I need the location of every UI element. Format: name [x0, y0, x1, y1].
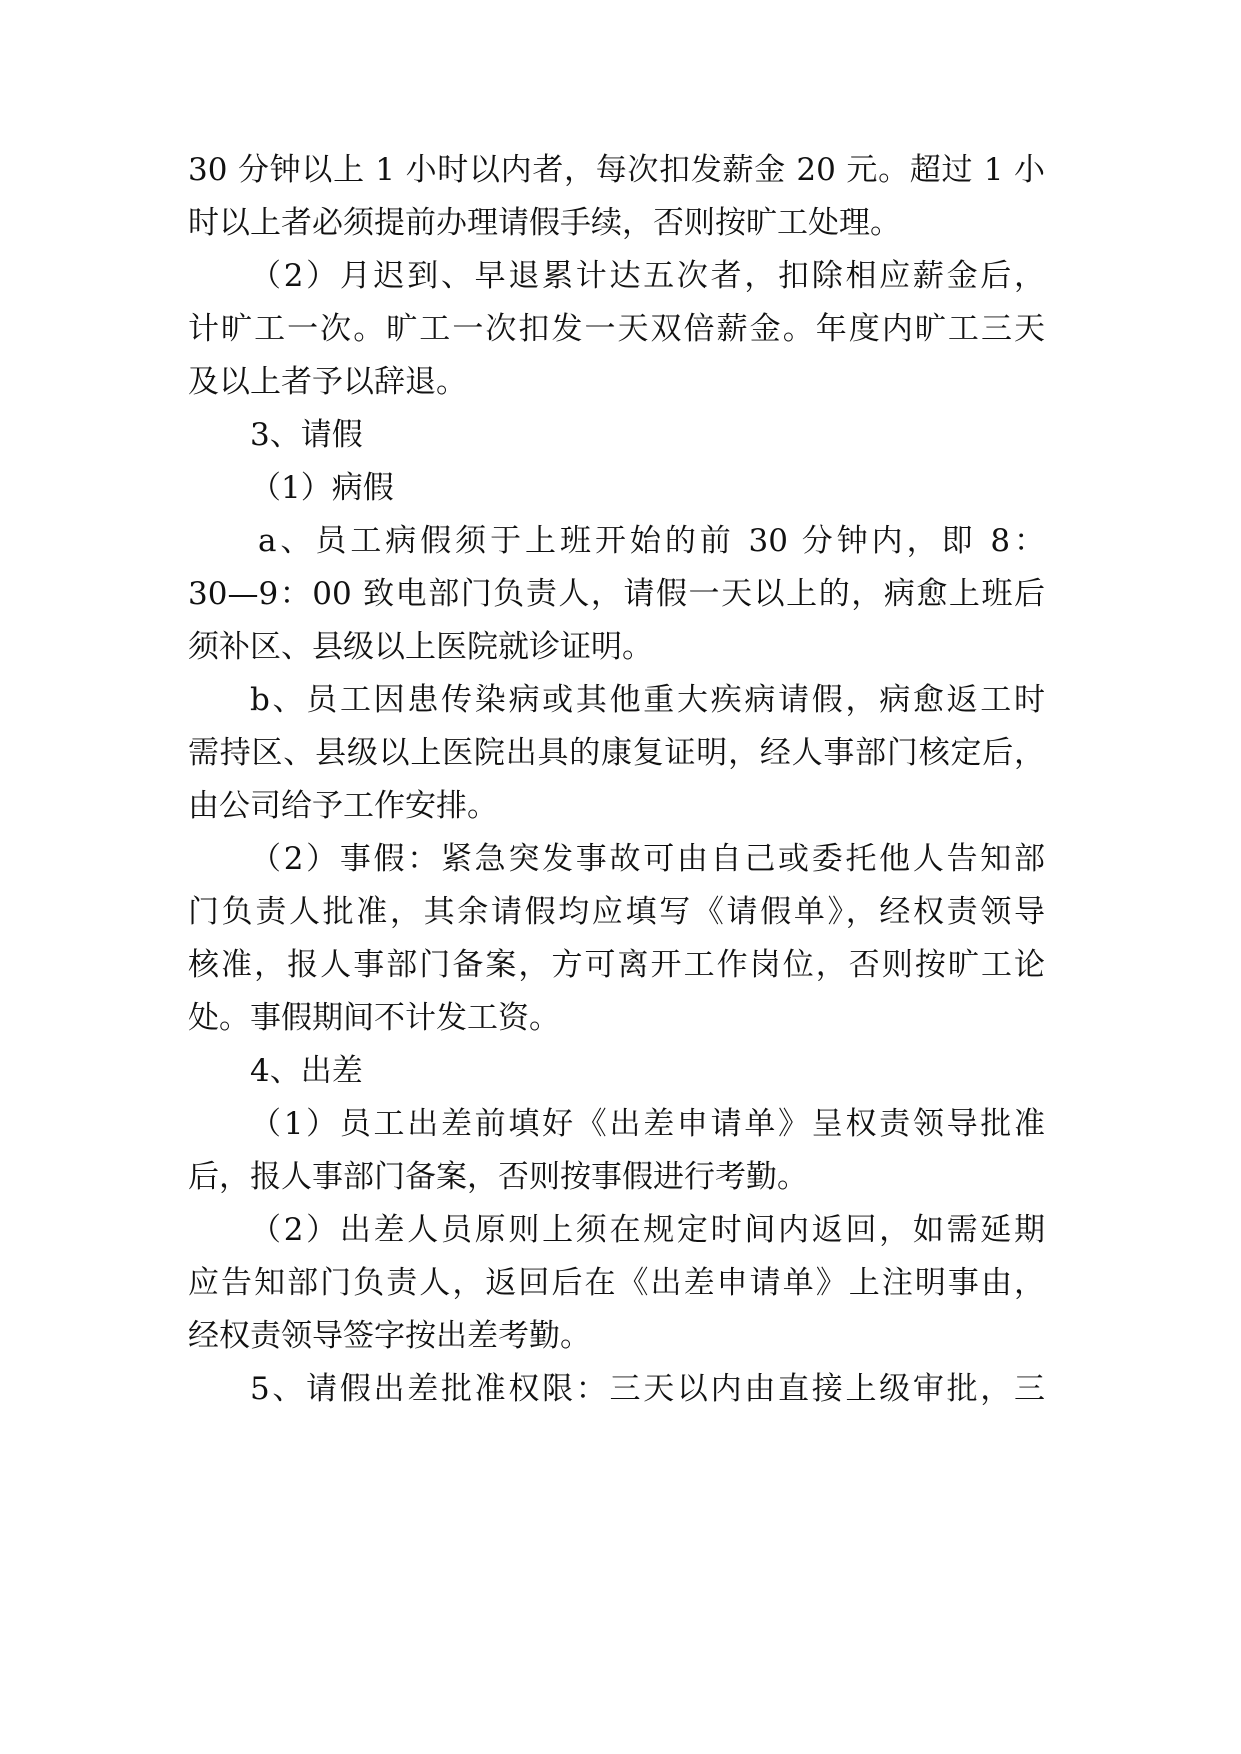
document-page: 30 分钟以上 1 小时以内者，每次扣发薪金 20 元。超过 1 小 时以上者必须提前办理请假手续，否则按旷工处理。 （2）月迟到、早退累计达五次者，扣除相应薪金后， 计旷工一次。旷工一次扣发一天双倍薪金。年度内旷工三天 及以上者予以辞退。 3、请假 （1）病假 a、员工病假须于上班开始的前 30 分钟内，即 8： 30—9：00 致电部门负责人，请假一天以上的，病愈上班后 须补区、县级以上医院就诊证明。 b、员工因患传染病或其他重大疾病请假，病愈返工时 需持区、县级以上医院出具的康复证明，经人事部门核定后， 由公司给予工作安排。 （2）事假：紧急突发事故可由自己或委托他人告知部 门负责人批准，其余请假均应填写《请假单》，经权责领导 核准，报人事部门备案，方可离开工作岗位，否则按旷工论 处。事假期间不计发工资。 4、出差 （1）员工出差前填好《出差申请单》呈权责领导批准 后，报人事部门备案，否则按事假进行考勤。 （2）出差人员原则上须在规定时间内返回，如需延期 应告知部门负责人，返回后在《出差申请单》上注明事由， 经权责领导签字按出差考勤。 5、请假出差批准权限：三天以内由直接上级审批，三: [0, 0, 1241, 1754]
